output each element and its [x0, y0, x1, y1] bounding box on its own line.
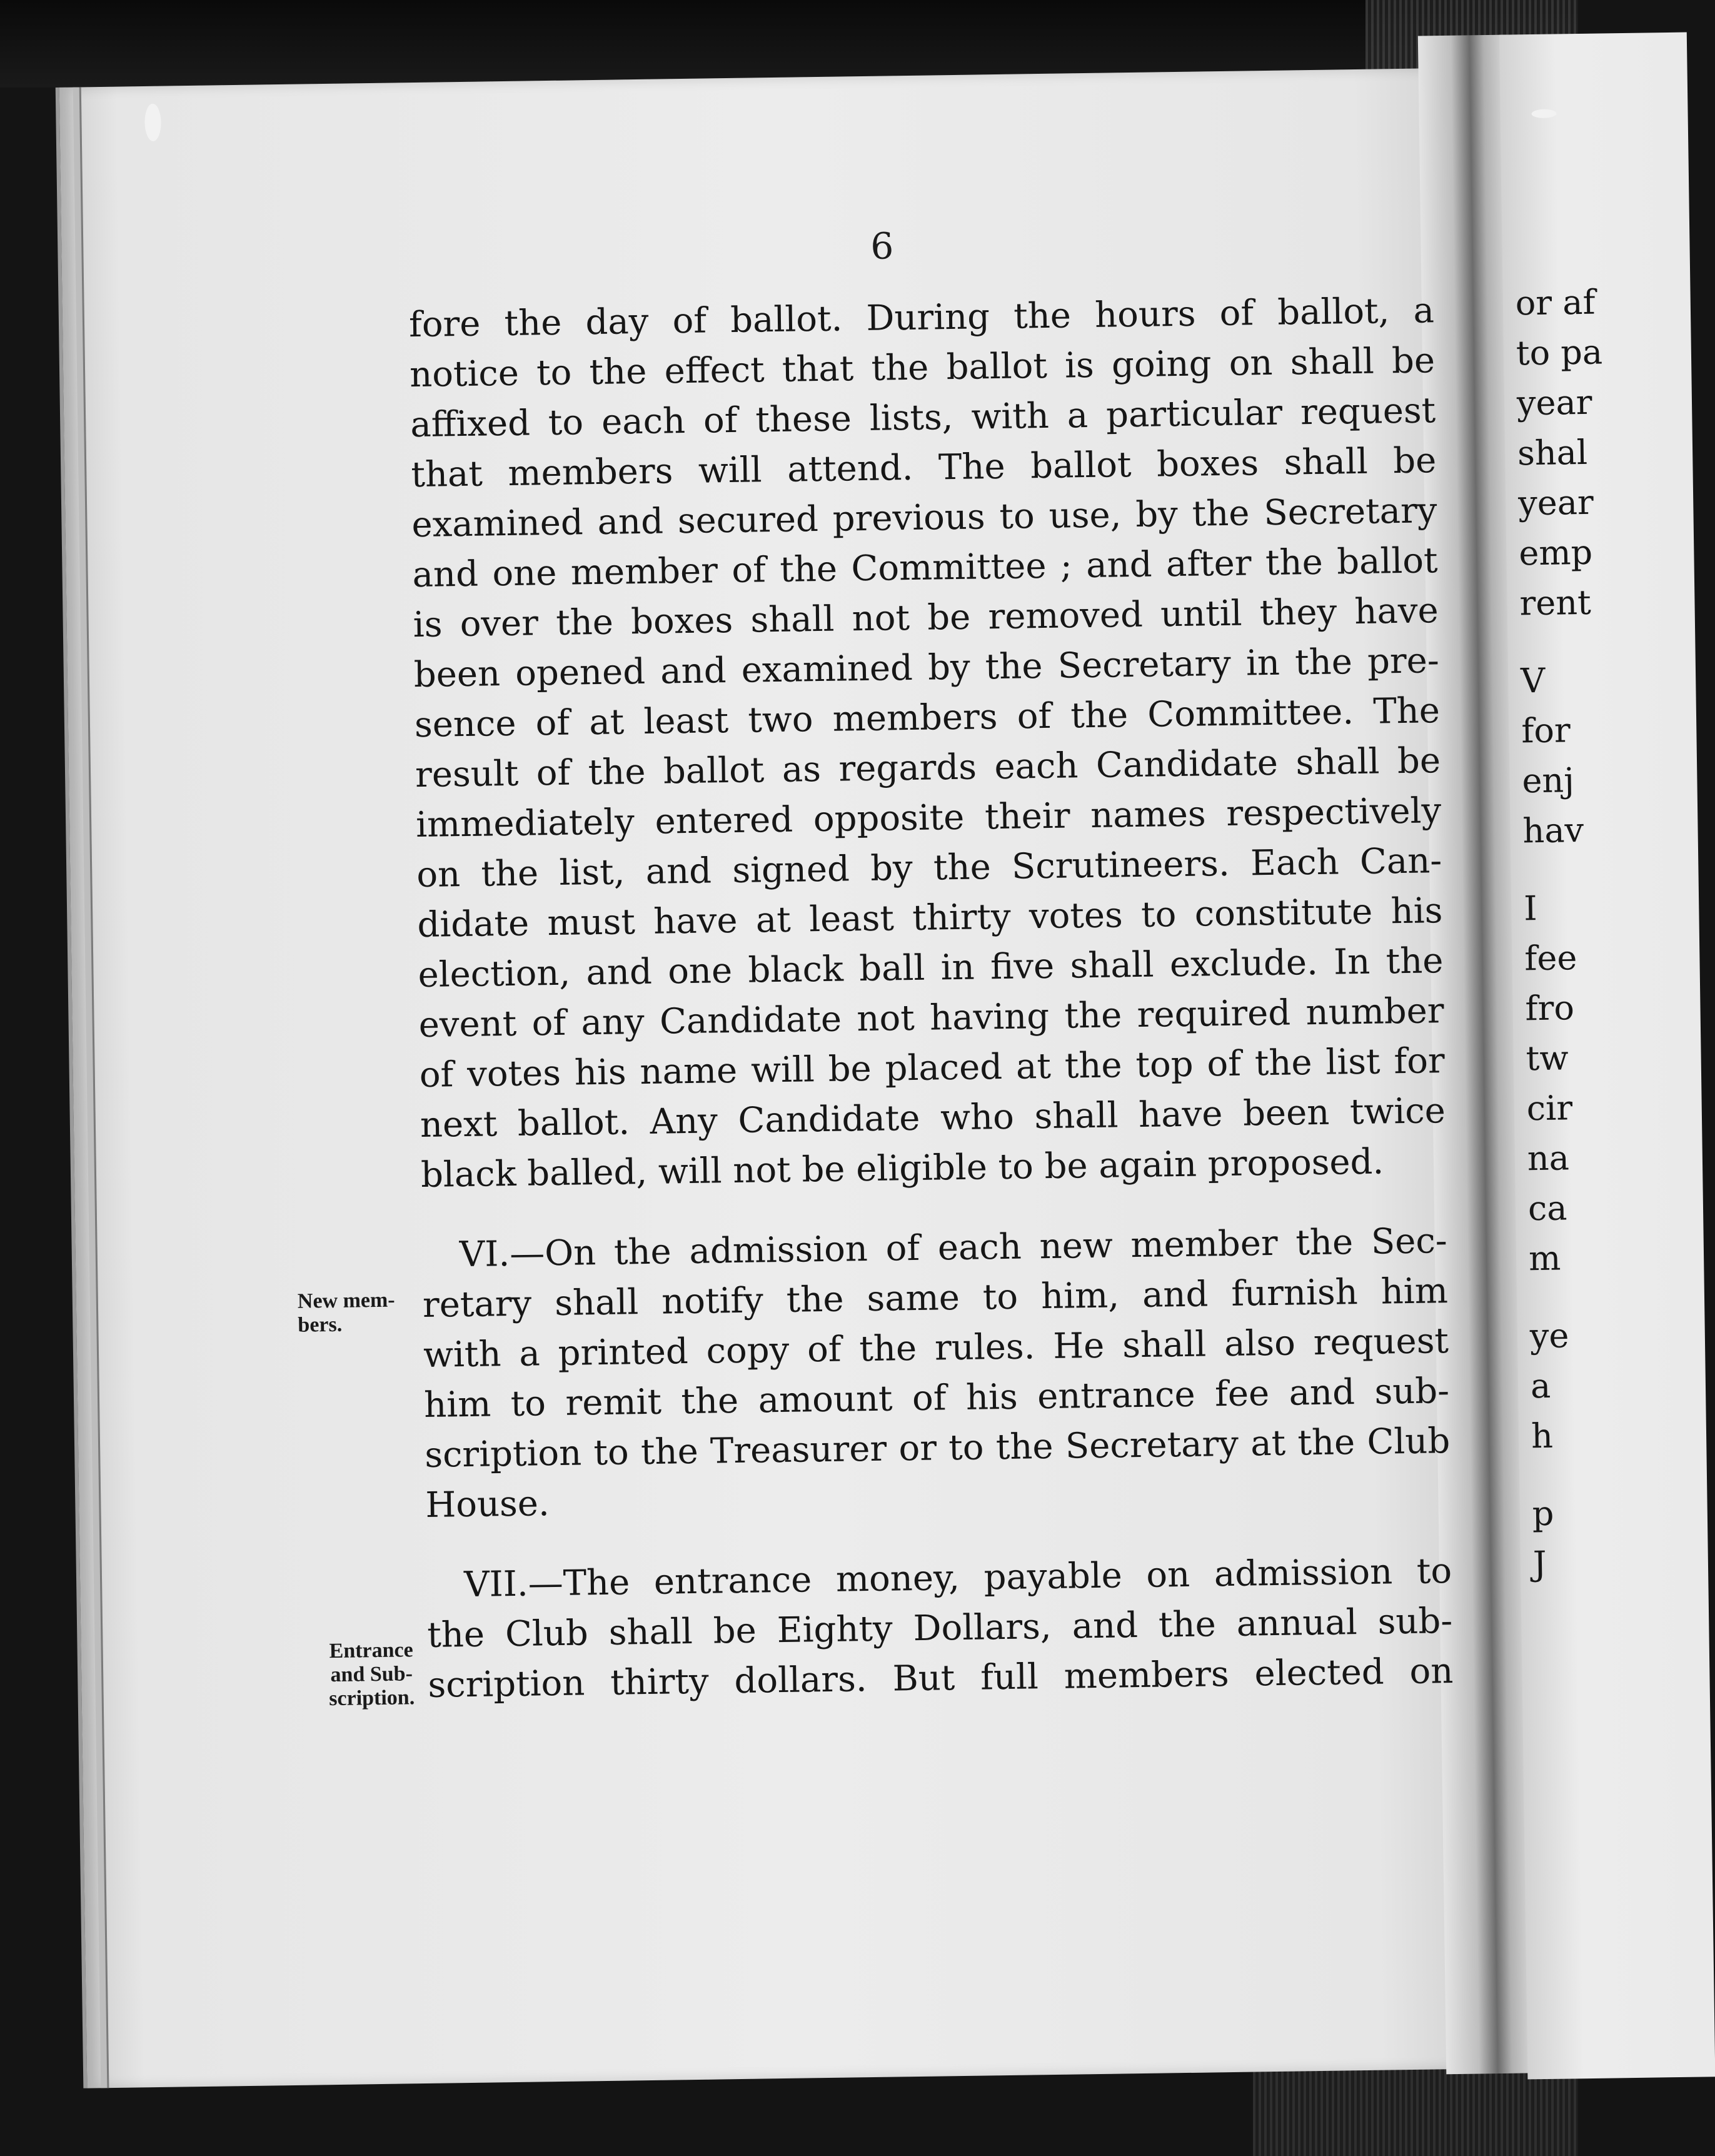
facing-fragment: a [1530, 1366, 1551, 1406]
text-line: event of any Candidate not having the required number [418, 990, 1445, 1046]
text-line: black balled, will not be eligible to be again proposed. [420, 1141, 1384, 1196]
facing-fragment: year [1516, 382, 1592, 423]
facing-fragment: cir [1526, 1088, 1573, 1129]
paper-fleck [144, 104, 161, 141]
section-vi-line: VI.—On the admission of each new member the Sec- [459, 1221, 1448, 1276]
facing-fragment: ye [1529, 1316, 1569, 1356]
text-line: election, and one black ball in five shall exclude. In the [418, 940, 1444, 996]
margin-note-entrance [302, 1638, 441, 1711]
facing-fragment: p [1532, 1493, 1554, 1534]
facing-fragment: enj [1521, 760, 1575, 801]
section-vi-line: retary shall notify the same to him, and furnish him [422, 1271, 1449, 1326]
facing-fragment: V [1520, 660, 1546, 701]
text-line: been opened and examined by the Secretary in the pre- [413, 640, 1440, 696]
text-line: next ballot. Any Candidate who shall have been twice [420, 1091, 1446, 1146]
facing-fragment: fee [1524, 938, 1577, 979]
margin-note-line: scription. [329, 1686, 415, 1711]
text-line: result of the ballot as regards each Candidate shall be [415, 740, 1441, 796]
facing-fragment: rent [1519, 582, 1592, 623]
section-vi [421, 1216, 1451, 1531]
facing-fragment: year [1517, 482, 1594, 523]
facing-fragment: to pa [1516, 332, 1603, 373]
section-vi-line: him to remit the amount of his entrance fee and sub- [423, 1371, 1450, 1426]
text-line: fore the day of ballot. During the hours of ballot, a [408, 290, 1435, 346]
margin-note-line: bers. [298, 1312, 343, 1337]
open-booklet [55, 34, 1603, 2099]
facing-page-text [1515, 276, 1696, 1589]
section-vii [426, 1546, 1454, 1711]
page-number: 6 [870, 224, 894, 268]
text-line: on the list, and signed by the Scrutineers. Each Can- [416, 840, 1442, 896]
text-line: examined and secured previous to use, by the Secretary [411, 490, 1437, 546]
text-line: that members will attend. The ballot boxes shall be [410, 440, 1437, 496]
facing-fragment: for [1521, 710, 1571, 751]
text-line: sence of at least two members of the Committee. The [414, 690, 1441, 746]
text-line: and one member of the Committee ; and after the ballot [412, 540, 1438, 596]
facing-fragment: hav [1522, 810, 1584, 851]
facing-fragment: J [1532, 1543, 1547, 1584]
facing-fragment: h [1531, 1416, 1554, 1456]
margin-note-line: and Sub- [330, 1662, 413, 1687]
facing-fragment: fro [1525, 988, 1575, 1029]
margin-note-new-members [298, 1288, 436, 1337]
rules-text [409, 286, 1454, 1711]
facing-fragment: ca [1527, 1188, 1567, 1229]
facing-fragment: shal [1517, 432, 1588, 473]
text-line: affixed to each of these lists, with a particular request [410, 390, 1436, 446]
text-line: immediately entered opposite their names respectively [415, 790, 1442, 846]
section-vi-line: House. [425, 1483, 550, 1526]
section-vii-line: the Club shall be Eighty Dollars, and the annual sub- [426, 1601, 1453, 1656]
facing-fragment: tw [1526, 1038, 1569, 1079]
text-line: notice to the effect that the ballot is going on shall be [409, 340, 1436, 396]
facing-fragment: or af [1515, 282, 1596, 323]
margin-note-line: Entrance [329, 1638, 413, 1663]
section-vi-line: with a printed copy of the rules. He shall also request [423, 1321, 1449, 1376]
facing-fragment: emp [1518, 532, 1593, 573]
facing-fragment: na [1527, 1138, 1570, 1179]
facing-fragment: I [1523, 889, 1538, 929]
text-line: didate must have at least thirty votes to constitute his [417, 890, 1443, 946]
section-vi-line: scription to the Treasurer or to the Secretary at the Club [424, 1421, 1451, 1476]
section-vii-line: VII.—The entrance money, payable on admission to [463, 1551, 1452, 1606]
margin-note-line: New mem- [297, 1288, 395, 1313]
section-vii-line: scription thirty dollars. But full members elected on [428, 1651, 1454, 1706]
text-line: of votes his name will be placed at the top of the list for [419, 1040, 1446, 1096]
text-line: is over the boxes shall not be removed until they have [413, 590, 1439, 646]
facing-fragment: m [1528, 1238, 1561, 1279]
